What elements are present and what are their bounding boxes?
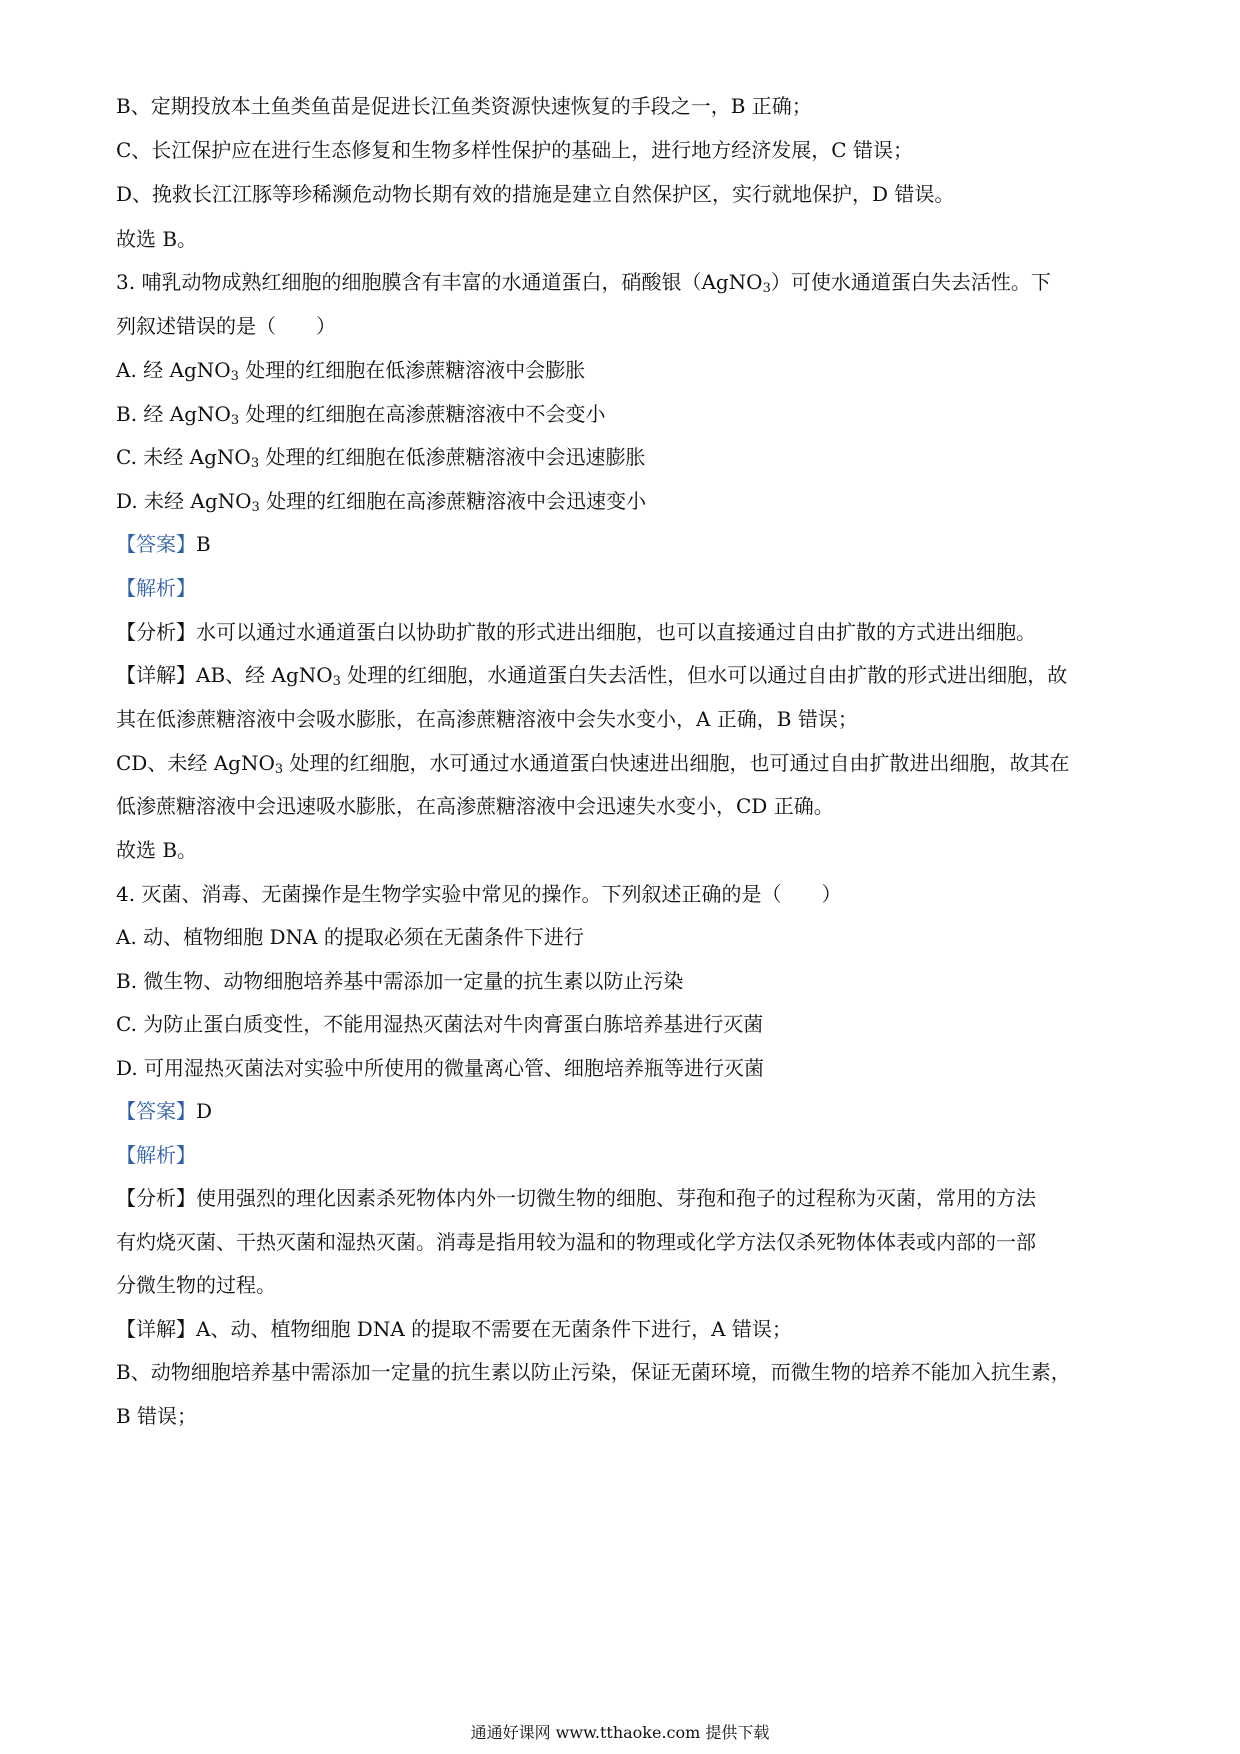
subscript: 3 — [250, 456, 260, 471]
q3-analysis-tag: 【解析】 — [116, 576, 196, 600]
q3-option-b — [116, 400, 606, 428]
q3-cd-line-2: 低渗蔗糖溶液中会迅速吸水膨胀，在高渗蔗糖溶液中会迅速失水变小，CD 正确。 — [116, 794, 834, 818]
q3-xiangjie-line-2: 其在低渗蔗糖溶液中会吸水膨胀，在高渗蔗糖溶液中会失水变小，A 正确，B 错误； — [116, 707, 858, 731]
q4-xiangjie-a — [116, 1315, 792, 1343]
q3-fenxi — [116, 618, 1036, 646]
answer-tag: 【答案】 — [116, 1099, 196, 1123]
option-text: B. 经 AgNO — [116, 402, 231, 426]
q4-xiangjie-b-line-2: B 错误； — [116, 1404, 198, 1428]
option-text: 处理的红细胞在高渗蔗糖溶液中会迅速变小 — [259, 489, 647, 513]
page-footer: 通通好课网 www.tthaoke.com 提供下载 — [470, 1723, 770, 1742]
q4-stem: 4. 灭菌、消毒、无菌操作是生物学实验中常见的操作。下列叙述正确的是（ ） — [116, 882, 842, 906]
option-text: 处理的红细胞在低渗蔗糖溶液中会膨胀 — [238, 358, 586, 382]
q3-stem-text: 3. 哺乳动物成熟红细胞的细胞膜含有丰富的水通道蛋白，硝酸银（AgNO — [116, 270, 763, 294]
q3-stem-text: ）可使水通道蛋白失去活性。下 — [770, 270, 1051, 294]
xiangjie-text: AB、经 AgNO — [196, 663, 333, 687]
option-text: C. 未经 AgNO — [116, 445, 251, 469]
subscript: 3 — [332, 674, 341, 689]
xiangjie-tag: 【详解】 — [116, 663, 196, 687]
q4-option-c: C. 为防止蛋白质变性，不能用湿热灭菌法对牛肉膏蛋白胨培养基进行灭菌 — [116, 1012, 764, 1036]
option-text: D. 未经 AgNO — [116, 489, 252, 513]
q4-option-d: D. 可用湿热灭菌法对实验中所使用的微量离心管、细胞培养瓶等进行灭菌 — [116, 1056, 765, 1080]
answer-value: B — [196, 532, 211, 556]
cd-text: 处理的红细胞，水可通过水通道蛋白快速进出细胞，也可通过自由扩散进出细胞，故其在 — [283, 751, 1070, 775]
answer-value: D — [196, 1099, 213, 1123]
answer-tag: 【答案】 — [116, 532, 196, 556]
q2-option-d-explanation: D、挽救长江江豚等珍稀濒危动物长期有效的措施是建立自然保护区，实行就地保护，D 错误。 — [116, 182, 955, 206]
fenxi-tag: 【分析】 — [116, 1186, 196, 1210]
fenxi-tag: 【分析】 — [116, 620, 196, 644]
subscript: 3 — [274, 762, 284, 777]
q4-analysis-tag: 【解析】 — [116, 1143, 196, 1167]
q3-xiangjie-line-1 — [116, 661, 1067, 689]
cd-text: CD、未经 AgNO — [116, 751, 275, 775]
q4-fenxi-line-3: 分微生物的过程。 — [116, 1273, 276, 1297]
q4-answer — [116, 1097, 212, 1125]
option-text: A. 经 AgNO — [116, 358, 231, 382]
subscript: 3 — [230, 369, 239, 384]
q3-option-c — [116, 443, 645, 471]
q3-stem-line-2: 列叙述错误的是（ ） — [116, 314, 336, 338]
subscript: 3 — [230, 413, 240, 428]
q2-conclusion: 故选 B。 — [116, 227, 198, 251]
q3-option-d — [116, 487, 646, 515]
q2-option-b-explanation: B、定期投放本土鱼类鱼苗是促进长江鱼类资源快速恢复的手段之一，B 正确； — [116, 94, 812, 118]
subscript: 3 — [251, 500, 260, 515]
q3-answer — [116, 530, 211, 558]
q4-option-a: A. 动、植物细胞 DNA 的提取必须在无菌条件下进行 — [116, 925, 584, 949]
fenxi-text: 使用强烈的理化因素杀死物体内外一切微生物的细胞、芽孢和孢子的过程称为灭菌，常用的方法 — [196, 1186, 1036, 1210]
q4-xiangjie-b-line-1: B、动物细胞培养基中需添加一定量的抗生素以防止污染，保证无菌环境，而微生物的培养不能加入抗生素， — [116, 1360, 1071, 1384]
subscript: 3 — [762, 281, 771, 296]
q4-option-b: B. 微生物、动物细胞培养基中需添加一定量的抗生素以防止污染 — [116, 969, 684, 993]
xiangjie-text: A、动、植物细胞 DNA 的提取不需要在无菌条件下进行，A 错误； — [196, 1317, 792, 1341]
q3-stem-line-1 — [116, 268, 1051, 296]
option-text: 处理的红细胞在低渗蔗糖溶液中会迅速膨胀 — [259, 445, 646, 469]
q4-fenxi-line-2: 有灼烧灭菌、干热灭菌和湿热灭菌。消毒是指用较为温和的物理或化学方法仅杀死物体体表或内部的一部 — [116, 1230, 1036, 1254]
fenxi-text: 水可以通过水通道蛋白以协助扩散的形式进出细胞，也可以直接通过自由扩散的方式进出细胞。 — [196, 620, 1036, 644]
q3-option-a — [116, 356, 585, 384]
option-text: 处理的红细胞在高渗蔗糖溶液中不会变小 — [239, 402, 606, 426]
xiangjie-text: 处理的红细胞，水通道蛋白失去活性，但水可以通过自由扩散的形式进出细胞，故 — [340, 663, 1068, 687]
q3-conclusion: 故选 B。 — [116, 838, 198, 862]
q4-fenxi-line-1 — [116, 1184, 1036, 1212]
xiangjie-tag: 【详解】 — [116, 1317, 196, 1341]
q2-option-c-explanation: C、长江保护应在进行生态修复和生物多样性保护的基础上，进行地方经济发展，C 错误； — [116, 138, 913, 162]
q3-cd-line-1 — [116, 749, 1069, 777]
